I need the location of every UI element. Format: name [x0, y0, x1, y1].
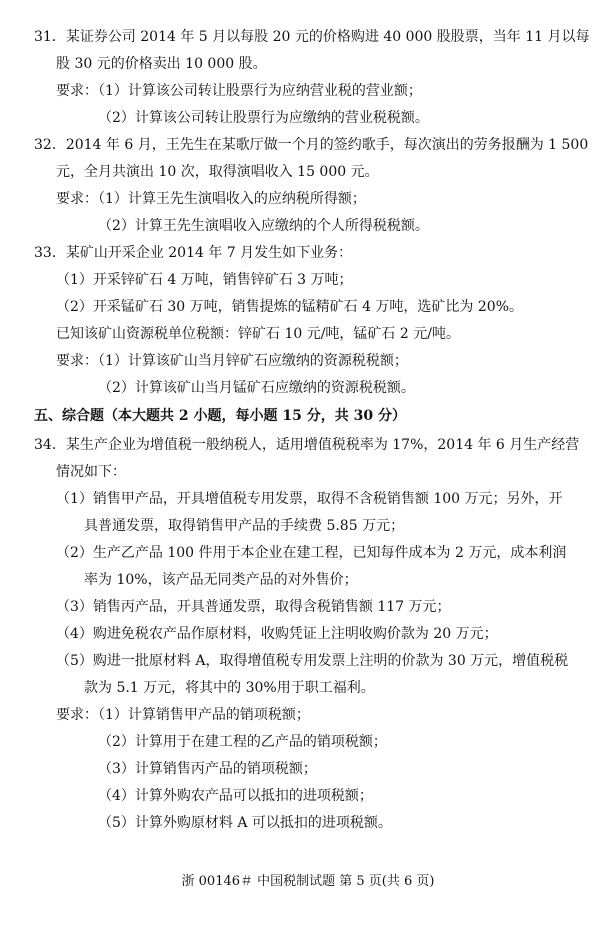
q34-requirement-2: （2）计算用于在建工程的乙产品的销项税额；	[98, 734, 387, 750]
page-footer: 浙 00146＃ 中国税制试题 第 5 页(共 6 页)	[181, 874, 435, 889]
q34-line-2: 情况如下：	[56, 464, 126, 480]
q31-requirement-2: （2）计算该公司转让股票行为应缴纳的营业税税额。	[98, 110, 429, 126]
q33-item-1: （1）开采锌矿石 4 万吨，销售锌矿石 3 万吨；	[56, 272, 353, 288]
q34-requirement-5: （5）计算外购原材料 A 可以抵扣的进项税额。	[98, 815, 392, 831]
q32-line-2: 元，全月共演出 10 次，取得演唱收入 15 000 元。	[56, 164, 379, 180]
q31-line-2: 股 30 元的价格卖出 10 000 股。	[56, 56, 267, 72]
q34-item-3: （3）销售丙产品，开具普通发票，取得含税销售额 117 万元；	[56, 599, 451, 615]
q34-item-1a: （1）销售甲产品，开具增值税专用发票，取得不含税销售额 100 万元；另外，开	[56, 491, 563, 507]
q34-item-5a: （5）购进一批原材料 A，取得增值税专用发票上注明的价款为 30 万元，增值税税	[56, 653, 569, 669]
q31-line-1: 31．某证券公司 2014 年 5 月以每股 20 元的价格购进 40 000 股股票，当年 11 月以每	[34, 29, 590, 45]
q34-item-2b: 率为 10%，该产品无同类产品的对外售价；	[84, 572, 358, 588]
q34-item-2a: （2）生产乙产品 100 件用于本企业在建工程，已知每件成本为 2 万元，成本利润	[56, 545, 567, 561]
q33-requirement-2: （2）计算该矿山当月锰矿石应缴纳的资源税税额。	[98, 380, 415, 396]
q32-line-1: 32．2014 年 6 月，王先生在某歌厅做一个月的签约歌手，每次演出的劳务报酬为 1 500	[34, 137, 589, 153]
q31-requirement-1: 要求：（1）计算该公司转让股票行为应纳营业税的营业额；	[56, 83, 422, 99]
q34-item-4: （4）购进免税农产品作原材料，收购凭证上注明收购价款为 20 万元；	[56, 626, 498, 642]
q34-requirement-3: （3）计算销售丙产品的销项税额；	[98, 761, 317, 777]
q34-item-5b: 款为 5.1 万元，将其中的 30%用于职工福利。	[84, 680, 375, 696]
q34-line-1: 34．某生产企业为增值税一般纳税人，适用增值税税率为 17%，2014 年 6 月生产经营	[34, 437, 580, 453]
q34-item-1b: 具普通发票，取得销售甲产品的手续费 5.85 万元；	[84, 518, 405, 534]
q33-line-1: 33．某矿山开采企业 2014 年 7 月发生如下业务：	[34, 245, 353, 261]
q32-requirement-2: （2）计算王先生演唱收入应缴纳的个人所得税税额。	[98, 218, 429, 234]
q33-item-2: （2）开采锰矿石 30 万吨，销售提炼的锰精矿石 4 万吨，选矿比为 20%。	[56, 299, 523, 315]
q33-requirement-1: 要求：（1）计算该矿山当月锌矿石应缴纳的资源税税额；	[56, 353, 408, 369]
q34-requirement-1: 要求：（1）计算销售甲产品的销项税额；	[56, 707, 310, 723]
q33-known-rates: 已知该矿山资源税单位税额：锌矿石 10 元/吨，锰矿石 2 元/吨。	[56, 326, 460, 342]
q32-requirement-1: 要求：（1）计算王先生演唱收入的应纳税所得额；	[56, 191, 366, 207]
section-heading: 五、综合题（本大题共 2 小题，每小题 15 分，共 30 分）	[34, 408, 406, 424]
q34-requirement-4: （4）计算外购农产品可以抵扣的进项税额；	[98, 788, 373, 804]
